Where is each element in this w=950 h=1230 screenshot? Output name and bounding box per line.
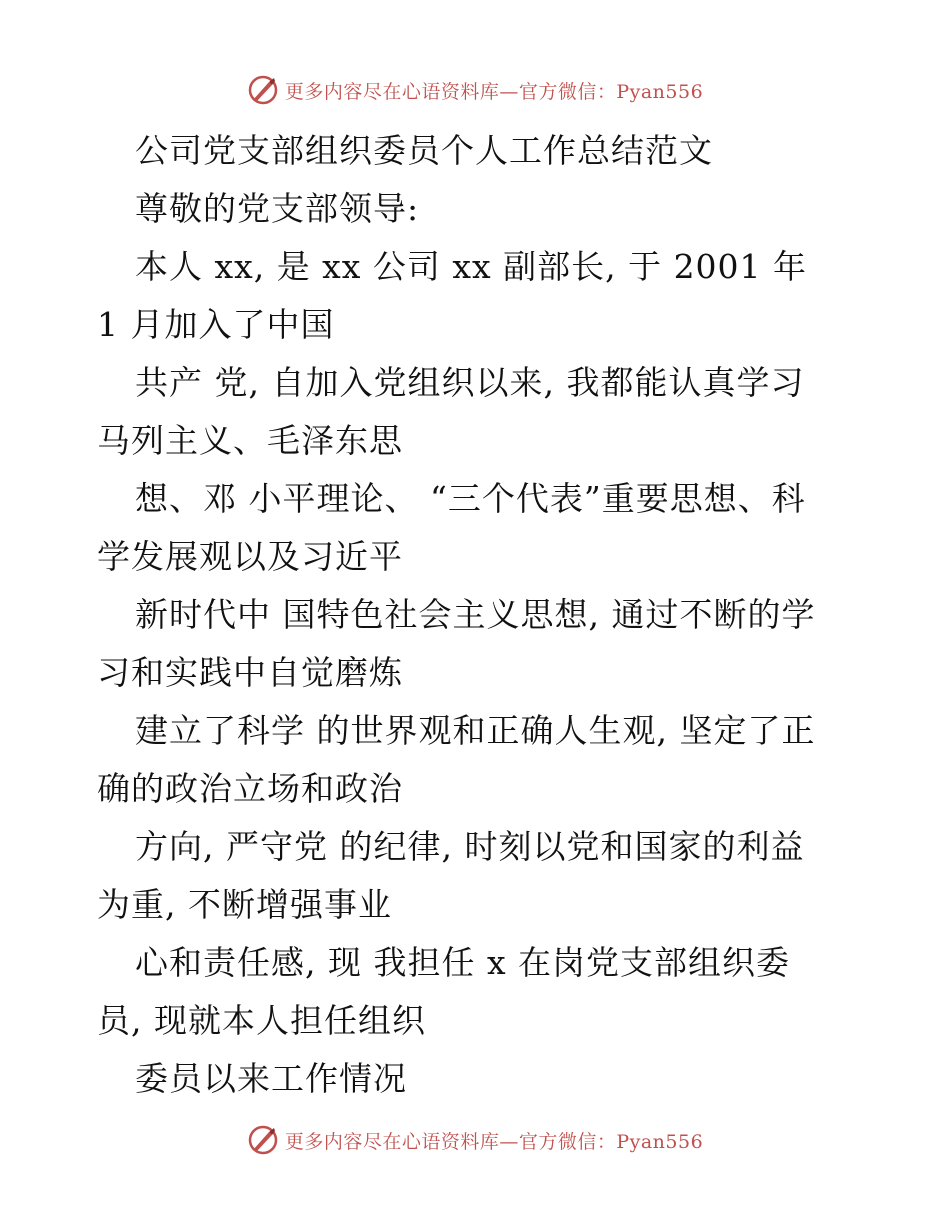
body-line: 建立了科学 的世界观和正确人生观, 坚定了正	[135, 711, 816, 750]
quill-logo-icon	[247, 74, 279, 106]
watermark-text: 更多内容尽在心语资料库—官方微信：Pyan556	[284, 80, 704, 103]
body-line: 心和责任感, 现 我担任 x 在岗党支部组织委	[135, 943, 791, 982]
document-title: 公司党支部组织委员个人工作总结范文	[135, 131, 713, 170]
header-watermark	[0, 70, 950, 110]
body-line: 想、邓 小平理论、 “三个代表”重要思想、科	[135, 479, 806, 518]
body-line: 新时代中 国特色社会主义思想, 通过不断的学	[135, 595, 816, 634]
body-line: 习和实践中自觉磨炼	[97, 653, 403, 692]
body-line: 1 月加入了中国	[97, 305, 335, 344]
body-line: 共产 党, 自加入党组织以来, 我都能认真学习	[135, 363, 805, 402]
body-line: 员, 现就本人担任组织	[97, 1001, 426, 1040]
body-line: 确的政治立场和政治	[97, 769, 403, 808]
body-line: 为重, 不断增强事业	[97, 885, 392, 924]
body-line: 马列主义、毛泽东思	[97, 421, 403, 460]
body-line: 本人 xx, 是 xx 公司 xx 副部长, 于 2001 年	[135, 247, 808, 286]
body-line: 委员以来工作情况	[135, 1059, 407, 1098]
quill-logo-icon	[247, 1124, 279, 1156]
salutation: 尊敬的党支部领导:	[135, 189, 420, 228]
body-line: 方向, 严守党 的纪律, 时刻以党和国家的利益	[135, 827, 805, 866]
watermark-text: 更多内容尽在心语资料库—官方微信：Pyan556	[284, 1130, 704, 1153]
footer-watermark	[0, 1120, 950, 1160]
document-body	[97, 122, 857, 1108]
body-paragraph	[97, 238, 857, 1108]
body-line: 学发展观以及习近平	[97, 537, 403, 576]
